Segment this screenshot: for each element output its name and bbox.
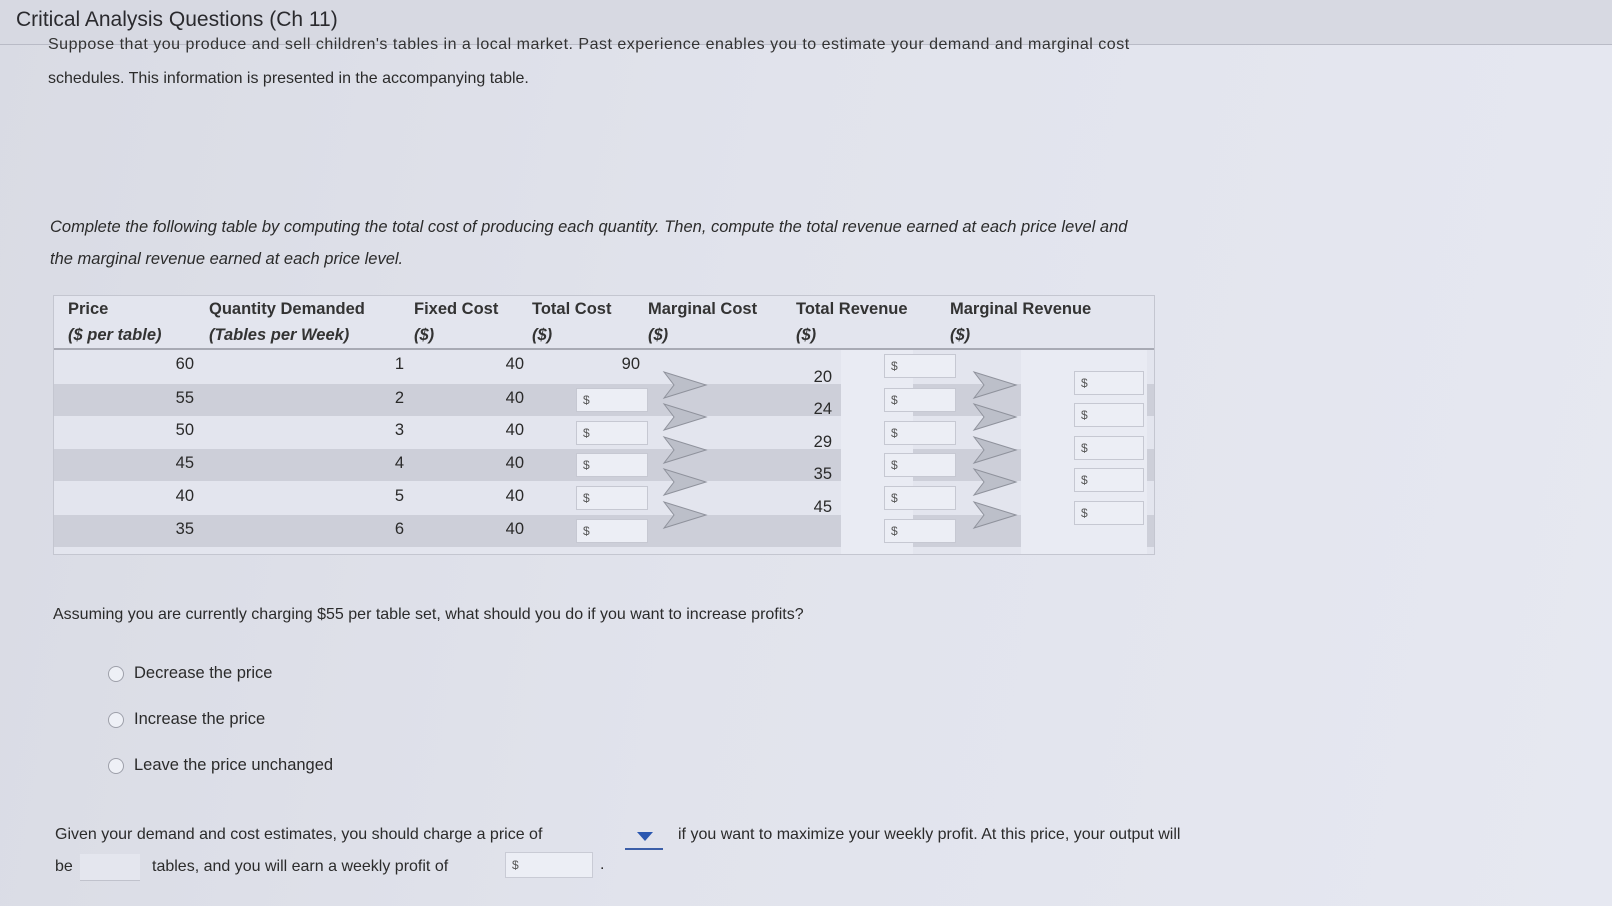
bracket-arrow-icon bbox=[662, 467, 710, 497]
radio-button[interactable] bbox=[108, 666, 124, 682]
price-cell: 40 bbox=[175, 487, 194, 505]
bracket-arrow-icon bbox=[662, 402, 710, 432]
total-revenue-input[interactable]: $ bbox=[884, 354, 956, 378]
total-revenue-input[interactable]: $ bbox=[884, 421, 956, 445]
quantity-cell: 5 bbox=[394, 487, 404, 505]
fixed-cost-cell: 40 bbox=[505, 487, 524, 505]
price-cell: 50 bbox=[175, 421, 194, 439]
chevron-down-icon bbox=[637, 832, 653, 841]
total-revenue-input[interactable]: $ bbox=[884, 486, 956, 510]
bracket-arrow-icon bbox=[972, 402, 1020, 432]
output-quantity-input[interactable] bbox=[80, 854, 140, 881]
window-title: Critical Analysis Questions (Ch 11) bbox=[16, 8, 338, 31]
marginal-cost-value: 24 bbox=[813, 400, 832, 418]
fixed-cost-cell: 40 bbox=[505, 355, 524, 373]
instructions-line1: Complete the following table by computing the total cost of producing each quantity. Then, compute the total revenue earned at each price level and bbox=[50, 218, 1128, 236]
bracket-arrow-icon bbox=[972, 500, 1020, 530]
total-cost-input[interactable]: $ bbox=[576, 519, 648, 543]
cost-revenue-table bbox=[53, 295, 1155, 555]
marginal-cost-value: 20 bbox=[813, 368, 832, 386]
table-header bbox=[54, 296, 1154, 350]
total-cost-input[interactable]: $ bbox=[576, 388, 648, 412]
total-cost-value: 90 bbox=[621, 355, 640, 373]
total-revenue-input[interactable]: $ bbox=[884, 388, 956, 412]
radio-button[interactable] bbox=[108, 758, 124, 774]
header-fixed-cost: Fixed Cost ($) bbox=[414, 300, 499, 344]
price-cell: 35 bbox=[175, 520, 194, 538]
total-revenue-input[interactable]: $ bbox=[884, 453, 956, 477]
final-question-part3: be bbox=[55, 858, 73, 875]
profit-question: Assuming you are currently charging $55 per table set, what should you do if you want to increase profits? bbox=[53, 606, 804, 623]
total-cost-input[interactable]: $ bbox=[576, 486, 648, 510]
marginal-cost-value: 35 bbox=[813, 465, 832, 483]
option-decrease-price[interactable] bbox=[108, 664, 273, 683]
price-cell: 55 bbox=[175, 389, 194, 407]
marginal-cost-value: 29 bbox=[813, 433, 832, 451]
total-cost-input[interactable]: $ bbox=[576, 453, 648, 477]
header-total-revenue: Total Revenue ($) bbox=[796, 300, 908, 344]
quantity-cell: 2 bbox=[394, 389, 404, 407]
option-increase-price[interactable] bbox=[108, 710, 265, 729]
marginal-revenue-input[interactable]: $ bbox=[1074, 403, 1144, 427]
bracket-arrow-icon bbox=[972, 435, 1020, 465]
option-label: Leave the price unchanged bbox=[134, 756, 334, 774]
bracket-arrow-icon bbox=[972, 370, 1020, 400]
header-quantity: Quantity Demanded (Tables per Week) bbox=[209, 300, 365, 344]
header-total-cost: Total Cost ($) bbox=[532, 300, 612, 344]
quantity-cell: 4 bbox=[394, 454, 404, 472]
radio-button[interactable] bbox=[108, 712, 124, 728]
price-cell: 60 bbox=[175, 355, 194, 373]
price-cell: 45 bbox=[175, 454, 194, 472]
final-question-part2: if you want to maximize your weekly profit. At this price, your output will bbox=[678, 826, 1181, 843]
fixed-cost-cell: 40 bbox=[505, 389, 524, 407]
quantity-cell: 6 bbox=[394, 520, 404, 538]
bracket-arrow-icon bbox=[662, 370, 710, 400]
header-price: Price ($ per table) bbox=[68, 300, 162, 344]
instructions-line2: the marginal revenue earned at each price level. bbox=[50, 250, 404, 268]
bracket-arrow-icon bbox=[662, 500, 710, 530]
total-revenue-input[interactable]: $ bbox=[884, 519, 956, 543]
marginal-revenue-input[interactable]: $ bbox=[1074, 468, 1144, 492]
intro-text-line1: Suppose that you produce and sell children's tables in a local market. Past experience enables you to estimate your demand and marginal cost bbox=[48, 36, 1130, 53]
total-cost-input[interactable]: $ bbox=[576, 421, 648, 445]
option-label: Increase the price bbox=[134, 710, 266, 728]
bracket-arrow-icon bbox=[662, 435, 710, 465]
weekly-profit-input[interactable]: $ bbox=[505, 852, 593, 878]
final-question-part4: tables, and you will earn a weekly profit of bbox=[152, 858, 449, 875]
header-marginal-revenue: Marginal Revenue ($) bbox=[950, 300, 1092, 344]
quantity-cell: 1 bbox=[394, 355, 404, 373]
quantity-cell: 3 bbox=[394, 421, 404, 439]
marginal-revenue-input[interactable]: $ bbox=[1074, 371, 1144, 395]
option-label: Decrease the price bbox=[134, 664, 273, 682]
price-dropdown[interactable] bbox=[625, 826, 663, 850]
bracket-arrow-icon bbox=[972, 467, 1020, 497]
option-leave-price-unchanged[interactable] bbox=[108, 756, 333, 775]
marginal-revenue-input[interactable]: $ bbox=[1074, 436, 1144, 460]
marginal-revenue-input[interactable]: $ bbox=[1074, 501, 1144, 525]
fixed-cost-cell: 40 bbox=[505, 454, 524, 472]
marginal-cost-value: 45 bbox=[813, 498, 832, 516]
header-marginal-cost: Marginal Cost ($) bbox=[648, 300, 758, 344]
fixed-cost-cell: 40 bbox=[505, 421, 524, 439]
final-period: . bbox=[600, 856, 605, 873]
fixed-cost-cell: 40 bbox=[505, 520, 524, 538]
intro-text-line2: schedules. This information is presented in the accompanying table. bbox=[48, 70, 529, 87]
final-question-part1: Given your demand and cost estimates, you should charge a price of bbox=[55, 826, 543, 843]
